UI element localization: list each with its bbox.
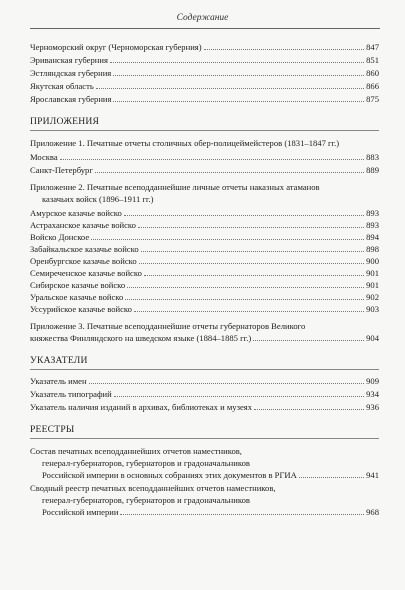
toc-entry[interactable] [30,267,379,280]
toc-entry-page: 901 [366,268,379,278]
toc-entry-page: 893 [366,220,379,230]
toc-entry[interactable] [30,151,379,164]
toc-entry-page: 909 [366,376,379,386]
leader-dots [114,388,364,397]
leader-dots [120,506,364,515]
toc-entry-title: Уссурийское казачье войско [30,304,132,314]
toc-entry-title: Указатель имен [30,376,87,386]
toc-entry-page: 903 [366,304,379,314]
toc-entry-title: Российской империи в основных собраниях этих документов в РГИА [42,470,297,480]
toc-entry[interactable] [42,469,379,482]
toc-entry[interactable] [30,93,379,106]
toc-entry[interactable] [30,67,379,80]
toc-entry-title: Эстляндская губерния [30,68,112,78]
leader-dots [95,164,364,173]
toc-entry-title: Войско Донское [30,232,90,242]
toc-entry-page: 894 [366,232,379,242]
toc-entry-page: 851 [366,55,379,65]
toc-entry[interactable] [30,375,379,388]
toc-entry[interactable] [30,255,379,268]
toc-entry-page: 875 [366,94,379,104]
running-head: Содержание [176,13,229,23]
toc-entry-page: 883 [366,152,379,162]
section-rule [30,130,379,131]
toc-entry-title: Астраханское казачье войско [30,220,136,230]
toc-entry-page: 901 [366,280,379,290]
section-heading-indexes: УКАЗАТЕЛИ [30,355,88,366]
toc-entry[interactable] [30,279,379,292]
section-rule [30,369,379,370]
toc-entry[interactable] [30,54,379,67]
toc-entry-page: 900 [366,256,379,266]
appendix-2-title-line1: Приложение 2. Печатные всеподданнейшие личные отчеты наказных атаманов [30,182,320,192]
leader-dots [124,207,364,216]
toc-entry-title: Санкт-Петербург [30,165,93,175]
leader-dots [96,80,364,89]
leader-dots [139,255,364,264]
toc-entry[interactable] [30,80,379,93]
toc-entry-page: 904 [366,333,379,343]
toc-entry-title: Российской империи [42,507,119,517]
toc-entry-page: 893 [366,208,379,218]
leader-dots [144,267,364,276]
toc-entry-page: 866 [366,81,379,91]
toc-entry-title: Ярославская губерния [30,94,112,104]
toc-entry-page: 860 [366,68,379,78]
leader-dots [299,469,364,478]
leader-dots [91,231,364,240]
toc-entry-page: 936 [366,402,379,412]
register-1-line1: Состав печатных всеподданнейших отчетов наместников, [30,446,242,456]
leader-dots [60,151,364,160]
toc-entry-title: Черноморский округ (Черноморская губерния) [30,42,202,52]
toc-entry[interactable] [30,164,379,177]
leader-dots [127,279,364,288]
section-heading-registers: РЕЕСТРЫ [30,424,75,435]
appendix-2-title-line2: казачьих войск (1896–1911 гг.) [42,194,154,204]
leader-dots [254,401,364,410]
register-1-line2: генерал-губернаторов, губернаторов и градоначальников [42,458,250,468]
toc-entry-page: 968 [366,507,379,517]
section-heading-appendices: ПРИЛОЖЕНИЯ [30,116,100,127]
toc-entry-title: Семиреченское казачье войско [30,268,142,278]
toc-entry[interactable] [42,506,379,519]
toc-entry-title: Забайкальское казачье войско [30,244,139,254]
leader-dots [134,303,364,312]
toc-entry-page: 934 [366,389,379,399]
toc-entry-page: 902 [366,292,379,302]
toc-entry-title: Москва [30,152,58,162]
toc-entry-title: Уральское казачье войско [30,292,124,302]
toc-entry-title: Якутская область [30,81,94,91]
header-rule [30,28,380,29]
toc-entry-title: Оренбургское казачье войско [30,256,137,266]
register-2-line1: Сводный реестр печатных всеподданнейших отчетов наместников, [30,483,276,493]
leader-dots [138,219,364,228]
leader-dots [125,291,364,300]
toc-entry[interactable] [30,303,379,316]
leader-dots [141,243,364,252]
leader-dots [110,54,364,63]
toc-entry[interactable] [30,41,379,54]
appendix-1-title: Приложение 1. Печатные отчеты столичных обер-полицеймейстеров (1831–1847 гг.) [30,138,340,148]
toc-entry[interactable] [30,332,379,345]
toc-entry-title: Указатель наличия изданий в архивах, библиотеках и музеях [30,402,253,412]
toc-entry-title: Указатель типографий [30,389,112,399]
toc-entry-title: Сибирское казачье войско [30,280,126,290]
toc-entry-page: 898 [366,244,379,254]
toc-entry-page: 847 [366,42,379,52]
toc-entry-title: Эриванская губерния [30,55,108,65]
toc-entry[interactable] [30,401,379,414]
leader-dots [253,332,364,341]
section-rule [30,438,379,439]
toc-entry[interactable] [30,231,379,244]
leader-dots [113,93,364,102]
toc-entry[interactable] [30,219,379,232]
toc-entry[interactable] [30,388,379,401]
leader-dots [89,375,365,384]
toc-entry-page: 941 [366,470,379,480]
toc-entry[interactable] [30,207,379,220]
toc-entry[interactable] [30,291,379,304]
toc-entry-title: княжества Финляндского на шведском языке (1884–1885 гг.) [30,333,252,343]
toc-entry[interactable] [30,243,379,256]
toc-entry-page: 889 [366,165,379,175]
leader-dots [113,67,364,76]
leader-dots [204,41,364,50]
appendix-3-title-line1: Приложение 3. Печатные всеподданнейшие отчеты губернаторов Великого [30,321,306,331]
toc-entry-title: Амурское казачье войско [30,208,122,218]
register-2-line2: генерал-губернаторов, губернаторов и градоначальников [42,495,250,505]
